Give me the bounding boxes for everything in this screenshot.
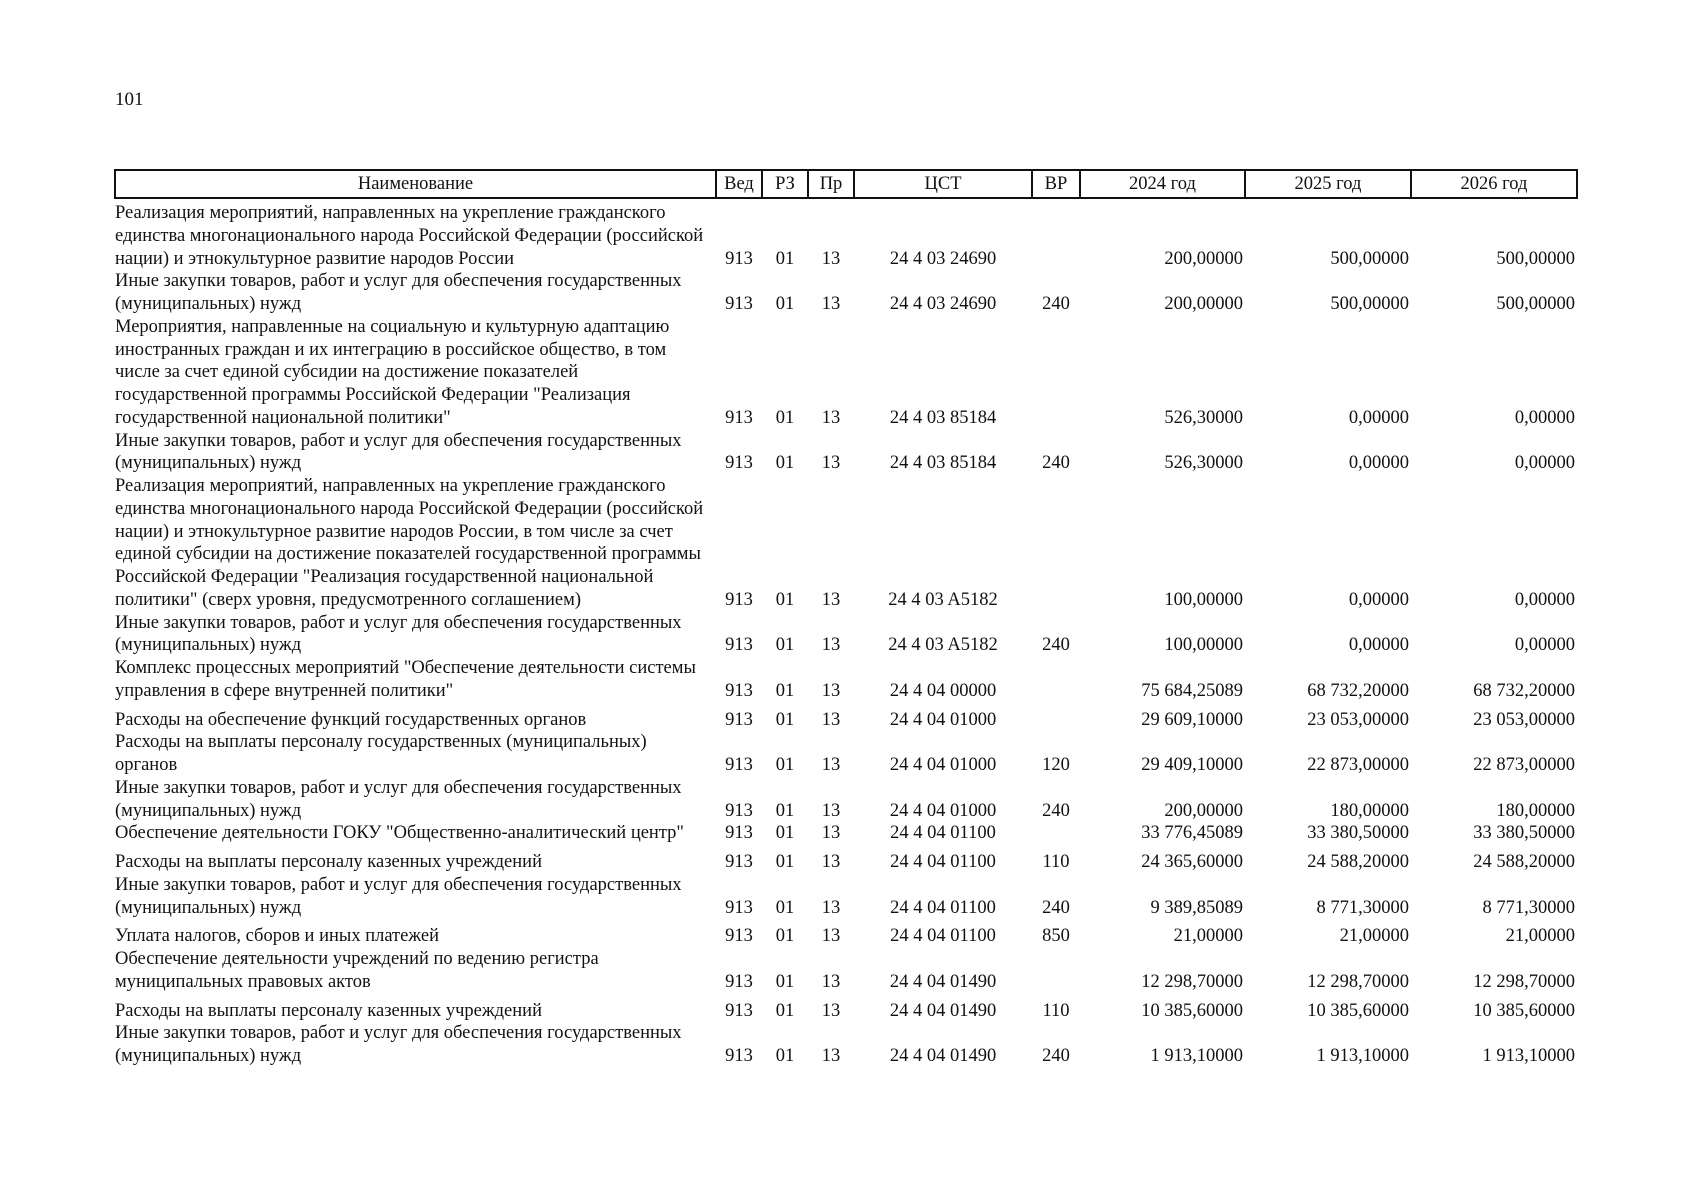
cell-2024: 9 389,85089 xyxy=(1150,897,1243,918)
cell-2024: 200,00000 xyxy=(1164,294,1243,314)
cell-2026: 500,00000 xyxy=(1496,294,1575,314)
cell-cst: 24 4 04 01000 xyxy=(889,755,997,775)
cell-vr: 240 xyxy=(1042,800,1070,821)
page-number: 101 xyxy=(115,89,144,110)
cell-2024: 29 409,10000 xyxy=(1141,755,1243,775)
cell-pr: 13 xyxy=(821,926,841,947)
table-row xyxy=(115,845,1577,874)
cell-name: Иные закупки товаров, работ и услуг для обеспечения государственных (муниципальных) нужд xyxy=(115,430,682,474)
cell-2026: 1 913,10000 xyxy=(1482,1046,1575,1066)
cell-2025: 23 053,00000 xyxy=(1307,709,1409,730)
cell-pr: 13 xyxy=(821,680,841,701)
cell-name: Иные закупки товаров, работ и услуг для обеспечения государственных (муниципальных) нужд xyxy=(115,271,682,314)
cell-2024: 10 385,60000 xyxy=(1141,1000,1243,1021)
cell-name: Реализация мероприятий, направленных на укрепление гражданского единства многонационального народа Российской Федерации (российской нации) и этнокультурное развитие народов России xyxy=(115,203,704,269)
table-row xyxy=(115,475,1577,612)
cell-rz: 01 xyxy=(775,709,795,730)
cell-2024: 526,30000 xyxy=(1164,407,1243,428)
cell-2024: 21,00000 xyxy=(1173,926,1243,947)
cell-vr xyxy=(1032,822,1080,845)
cell-name: Иные закупки товаров, работ и услуг для обеспечения государственных (муниципальных) нужд xyxy=(115,777,682,821)
cell-vr xyxy=(1032,316,1080,430)
cell-ved: 913 xyxy=(725,709,753,730)
cell-ved: 913 xyxy=(725,971,753,992)
cell-rz: 01 xyxy=(775,1046,795,1066)
cell-rz: 01 xyxy=(775,407,795,428)
cell-2025: 12 298,70000 xyxy=(1307,971,1409,992)
cell-rz: 01 xyxy=(775,800,795,821)
table-row xyxy=(115,948,1577,994)
cell-rz: 01 xyxy=(775,453,795,474)
cell-2026: 500,00000 xyxy=(1496,248,1575,269)
cell-2025: 22 873,00000 xyxy=(1307,755,1409,775)
cell-2024: 12 298,70000 xyxy=(1141,971,1243,992)
cell-vr xyxy=(1032,475,1080,612)
cell-2026: 10 385,60000 xyxy=(1473,1000,1575,1021)
table-row xyxy=(115,1022,1577,1068)
cell-cst: 24 4 04 01490 xyxy=(889,1000,997,1021)
cell-2025: 0,00000 xyxy=(1348,635,1409,656)
cell-rz: 01 xyxy=(775,635,795,656)
cell-2025: 180,00000 xyxy=(1330,800,1409,821)
table-header-row xyxy=(115,170,1577,198)
cell-ved: 913 xyxy=(725,926,753,947)
cell-2025: 500,00000 xyxy=(1330,294,1409,314)
cell-2026: 33 380,50000 xyxy=(1473,823,1575,844)
cell-name: Мероприятия, направленные на социальную и культурную адаптацию иностранных граждан и их интеграцию в российское общество, в том числе за счет единой субсидии на достижение показателей государственной программы Российской Федерации "Реализация государственной национальной политики" xyxy=(115,316,670,428)
cell-ved: 913 xyxy=(725,1000,753,1021)
header-pr: Пр xyxy=(808,170,854,198)
cell-ved: 913 xyxy=(725,294,753,314)
cell-vr xyxy=(1032,703,1080,732)
cell-name: Расходы на выплаты персоналу казенных учреждений xyxy=(115,1000,542,1021)
cell-2025: 500,00000 xyxy=(1330,248,1409,269)
cell-2025: 24 588,20000 xyxy=(1307,852,1409,872)
cell-vr: 240 xyxy=(1042,897,1070,918)
cell-rz: 01 xyxy=(775,897,795,918)
cell-2026: 21,00000 xyxy=(1505,926,1575,947)
cell-vr: 110 xyxy=(1042,852,1070,872)
cell-vr: 240 xyxy=(1042,453,1070,474)
cell-vr: 240 xyxy=(1042,294,1070,314)
cell-pr: 13 xyxy=(821,453,841,474)
cell-cst: 24 4 04 00000 xyxy=(889,680,997,701)
cell-pr: 13 xyxy=(821,852,841,872)
cell-pr: 13 xyxy=(821,800,841,821)
header-ved: Вед xyxy=(716,170,762,198)
cell-vr: 110 xyxy=(1042,1000,1070,1021)
cell-2025: 0,00000 xyxy=(1348,453,1409,474)
cell-2026: 24 588,20000 xyxy=(1473,852,1575,872)
cell-pr: 13 xyxy=(821,294,841,314)
cell-2024: 33 776,45089 xyxy=(1141,823,1243,844)
cell-2026: 0,00000 xyxy=(1514,589,1575,610)
cell-ved: 913 xyxy=(725,248,753,269)
table-row xyxy=(115,270,1577,316)
table-row xyxy=(115,430,1577,476)
cell-2025: 1 913,10000 xyxy=(1316,1046,1409,1066)
cell-pr: 13 xyxy=(821,823,841,844)
cell-cst: 24 4 04 01000 xyxy=(889,709,997,730)
cell-cst: 24 4 04 01490 xyxy=(889,1046,997,1066)
cell-cst: 24 4 04 01100 xyxy=(890,852,996,872)
cell-rz: 01 xyxy=(775,852,795,872)
table-row xyxy=(115,822,1577,845)
cell-ved: 913 xyxy=(725,800,753,821)
table-row xyxy=(115,731,1577,777)
cell-rz: 01 xyxy=(775,1000,795,1021)
cell-vr: 120 xyxy=(1042,755,1070,775)
cell-2025: 33 380,50000 xyxy=(1307,823,1409,844)
cell-2024: 100,00000 xyxy=(1164,635,1243,656)
cell-2026: 180,00000 xyxy=(1496,800,1575,821)
cell-rz: 01 xyxy=(775,680,795,701)
header-2026: 2026 год xyxy=(1411,170,1577,198)
cell-ved: 913 xyxy=(725,680,753,701)
table-row xyxy=(115,703,1577,732)
cell-cst: 24 4 04 01100 xyxy=(890,823,996,844)
cell-name: Уплата налогов, сборов и иных платежей xyxy=(115,926,440,947)
table-row xyxy=(115,316,1577,430)
cell-vr: 240 xyxy=(1042,635,1070,656)
cell-name: Расходы на выплаты персоналу государственных (муниципальных) органов xyxy=(115,732,647,775)
cell-cst: 24 4 03 85184 xyxy=(889,453,997,474)
cell-2024: 75 684,25089 xyxy=(1141,680,1243,701)
cell-name: Комплекс процессных мероприятий "Обеспечение деятельности системы управления в сфере внутренней политики" xyxy=(115,658,696,701)
table-body xyxy=(115,198,1577,1068)
cell-cst: 24 4 04 01100 xyxy=(890,926,996,947)
cell-name: Иные закупки товаров, работ и услуг для обеспечения государственных (муниципальных) нужд xyxy=(115,1023,682,1066)
cell-2025: 68 732,20000 xyxy=(1307,680,1409,701)
cell-pr: 13 xyxy=(821,1000,841,1021)
cell-cst: 24 4 03 A5182 xyxy=(888,589,998,610)
cell-vr: 240 xyxy=(1042,1046,1070,1066)
table-row xyxy=(115,919,1577,948)
cell-pr: 13 xyxy=(821,971,841,992)
cell-2026: 0,00000 xyxy=(1514,453,1575,474)
budget-table xyxy=(114,169,1578,1068)
cell-cst: 24 4 04 01490 xyxy=(889,971,997,992)
header-2024: 2024 год xyxy=(1080,170,1245,198)
cell-2024: 100,00000 xyxy=(1164,589,1243,610)
cell-ved: 913 xyxy=(725,635,753,656)
cell-rz: 01 xyxy=(775,294,795,314)
cell-pr: 13 xyxy=(821,635,841,656)
cell-cst: 24 4 04 01000 xyxy=(889,800,997,821)
cell-name: Расходы на обеспечение функций государственных органов xyxy=(115,709,587,730)
cell-2025: 10 385,60000 xyxy=(1307,1000,1409,1021)
cell-pr: 13 xyxy=(821,248,841,269)
cell-2024: 526,30000 xyxy=(1164,453,1243,474)
cell-ved: 913 xyxy=(725,589,753,610)
cell-cst: 24 4 04 01100 xyxy=(890,897,996,918)
cell-ved: 913 xyxy=(725,453,753,474)
cell-ved: 913 xyxy=(725,407,753,428)
cell-2026: 0,00000 xyxy=(1514,635,1575,656)
cell-2026: 23 053,00000 xyxy=(1473,709,1575,730)
cell-2025: 0,00000 xyxy=(1348,589,1409,610)
cell-pr: 13 xyxy=(821,1046,841,1066)
cell-cst: 24 4 03 24690 xyxy=(889,248,997,269)
cell-2024: 200,00000 xyxy=(1164,800,1243,821)
cell-pr: 13 xyxy=(821,897,841,918)
cell-2026: 22 873,00000 xyxy=(1473,755,1575,775)
cell-ved: 913 xyxy=(725,897,753,918)
cell-2024: 200,00000 xyxy=(1164,248,1243,269)
cell-pr: 13 xyxy=(821,755,841,775)
cell-vr xyxy=(1032,198,1080,270)
cell-ved: 913 xyxy=(725,1046,753,1066)
table-row xyxy=(115,198,1577,270)
cell-vr xyxy=(1032,657,1080,703)
cell-pr: 13 xyxy=(821,589,841,610)
table-row xyxy=(115,777,1577,823)
cell-2025: 21,00000 xyxy=(1339,926,1409,947)
cell-name: Реализация мероприятий, направленных на укрепление гражданского единства многонационального народа Российской Федерации (российской нации) и этнокультурное развитие народов России, в том числе за счет единой субсидии на достижение показателей государственной программы Российской Федерации "Реализация государственной национальной политики" (сверх уровня, предусмотренного соглашением) xyxy=(115,476,704,610)
table-row xyxy=(115,612,1577,658)
cell-2025: 8 771,30000 xyxy=(1316,897,1409,918)
cell-2025: 0,00000 xyxy=(1348,407,1409,428)
cell-ved: 913 xyxy=(725,852,753,872)
cell-rz: 01 xyxy=(775,755,795,775)
cell-2024: 24 365,60000 xyxy=(1141,852,1243,872)
cell-pr: 13 xyxy=(821,407,841,428)
cell-ved: 913 xyxy=(725,755,753,775)
header-name: Наименование xyxy=(115,170,716,198)
cell-pr: 13 xyxy=(821,709,841,730)
cell-cst: 24 4 03 24690 xyxy=(889,294,997,314)
header-vr: ВР xyxy=(1032,170,1080,198)
cell-rz: 01 xyxy=(775,823,795,844)
cell-rz: 01 xyxy=(775,926,795,947)
cell-cst: 24 4 03 85184 xyxy=(889,407,997,428)
cell-2024: 29 609,10000 xyxy=(1141,709,1243,730)
cell-name: Обеспечение деятельности учреждений по ведению регистра муниципальных правовых актов xyxy=(115,949,599,992)
cell-rz: 01 xyxy=(775,589,795,610)
header-2025: 2025 год xyxy=(1245,170,1411,198)
cell-2026: 8 771,30000 xyxy=(1482,897,1575,918)
cell-2026: 0,00000 xyxy=(1514,407,1575,428)
cell-name: Иные закупки товаров, работ и услуг для обеспечения государственных (муниципальных) нужд xyxy=(115,612,682,656)
cell-2026: 68 732,20000 xyxy=(1473,680,1575,701)
header-cst: ЦСТ xyxy=(854,170,1032,198)
cell-name: Обеспечение деятельности ГОКУ "Общественно-аналитический центр" xyxy=(115,823,684,844)
cell-rz: 01 xyxy=(775,248,795,269)
table-row xyxy=(115,657,1577,703)
cell-rz: 01 xyxy=(775,971,795,992)
cell-2024: 1 913,10000 xyxy=(1150,1046,1243,1066)
cell-name: Расходы на выплаты персоналу казенных учреждений xyxy=(115,852,542,872)
cell-vr: 850 xyxy=(1042,926,1070,947)
cell-2026: 12 298,70000 xyxy=(1473,971,1575,992)
cell-name: Иные закупки товаров, работ и услуг для обеспечения государственных (муниципальных) нужд xyxy=(115,874,682,918)
cell-cst: 24 4 03 A5182 xyxy=(888,635,998,656)
table-row xyxy=(115,994,1577,1023)
cell-ved: 913 xyxy=(725,823,753,844)
table-row xyxy=(115,874,1577,920)
cell-vr xyxy=(1032,948,1080,994)
header-rz: РЗ xyxy=(762,170,808,198)
